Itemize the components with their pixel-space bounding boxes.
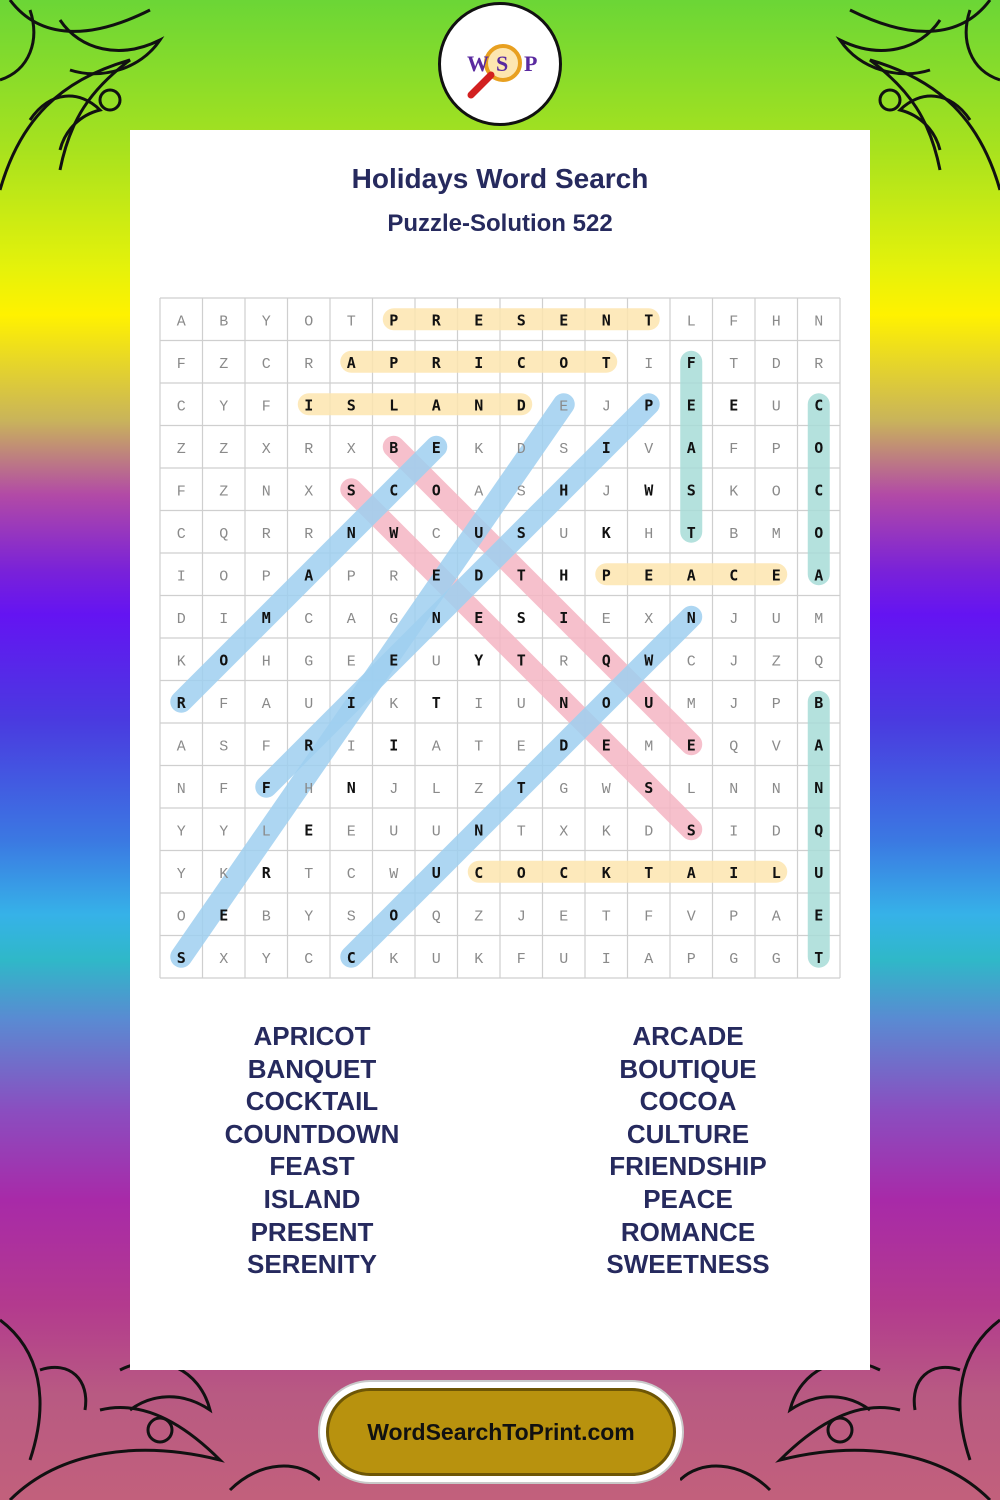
grid-cell-letter: H (644, 525, 654, 543)
grid-cell-letter: H (559, 566, 569, 585)
grid-cell-letter: K (474, 950, 484, 968)
grid-cell-letter: Z (176, 440, 186, 458)
grid-cell-letter: A (346, 353, 356, 372)
grid-cell-letter: R (814, 355, 824, 373)
grid-cell-letter: A (771, 908, 781, 926)
grid-cell-letter: U (771, 610, 781, 628)
grid-cell-letter: D (559, 736, 569, 755)
grid-cell-letter: F (219, 695, 229, 713)
word-item: APRICOT (253, 1021, 371, 1051)
grid-cell-letter: K (474, 440, 484, 458)
grid-cell-letter: N (771, 780, 781, 798)
grid-cell-letter: J (389, 780, 399, 798)
grid-cell-letter: B (729, 525, 739, 543)
grid-cell-letter: O (431, 481, 441, 500)
grid-cell-letter: C (431, 525, 441, 543)
grid-cell-letter: L (431, 780, 441, 798)
grid-cell-letter: E (559, 311, 569, 330)
grid-cell-letter: Q (729, 738, 739, 756)
grid-cell-letter: M (261, 608, 271, 627)
grid-cell-letter: F (729, 313, 739, 331)
grid-cell-letter: K (389, 695, 399, 713)
grid-cell-letter: P (389, 353, 399, 372)
grid-cell-letter: T (686, 523, 696, 542)
grid-cell-letter: T (304, 865, 314, 883)
grid-cell-letter: N (729, 780, 739, 798)
grid-cell-letter: E (686, 396, 696, 415)
word-item: COUNTDOWN (224, 1118, 400, 1149)
grid-cell-letter: O (176, 908, 186, 926)
grid-cell-letter: E (814, 906, 824, 925)
grid-cell-letter: C (304, 950, 314, 968)
grid-cell-letter: F (219, 780, 229, 798)
grid-cell-letter: U (559, 525, 569, 543)
grid-cell-letter: F (176, 355, 186, 373)
word-item: PEACE (643, 1183, 733, 1214)
grid-cell-letter: K (601, 523, 611, 542)
word-item: BANQUET (247, 1053, 377, 1084)
grid-cell-letter: E (729, 396, 739, 415)
grid-cell-letter: R (304, 355, 314, 373)
grid-cell-letter: O (771, 483, 781, 501)
grid-cell-letter: E (474, 608, 484, 627)
grid-cell-letter: I (389, 736, 399, 755)
grid-cell-letter: C (346, 865, 356, 883)
word-item: CULTURE (626, 1118, 750, 1149)
grid-cell-letter: G (729, 950, 739, 968)
grid-cell-letter: C (389, 481, 399, 500)
grid-cell-letter: K (601, 863, 611, 882)
word-list-left (162, 1020, 462, 1281)
grid-cell-letter: N (346, 778, 356, 797)
grid-cell-letter: C (729, 566, 739, 585)
grid-cell-letter: U (389, 823, 399, 841)
grid-cell-letter: A (431, 738, 441, 756)
logo-letter-p: P (524, 51, 538, 76)
grid-cell-letter: K (176, 653, 186, 671)
grid-cell-letter: O (219, 651, 229, 670)
grid-cell-letter: D (771, 355, 781, 373)
grid-cell-letter: K (219, 865, 229, 883)
grid-cell-letter: B (219, 313, 229, 331)
grid-cell-letter: C (261, 355, 271, 373)
logo-letter-w: W (467, 51, 489, 76)
grid-cell-letter: M (686, 695, 696, 713)
grid-cell-letter: F (176, 483, 186, 501)
grid-cell-letter: T (601, 908, 611, 926)
grid-cell-letter: A (644, 950, 654, 968)
grid-cell-letter: U (771, 398, 781, 416)
grid-cell-letter: D (516, 396, 526, 415)
grid-cell-letter: D (176, 610, 186, 628)
grid-cell-letter: S (219, 738, 229, 756)
grid-cell-letter: L (261, 823, 271, 841)
grid-cell-letter: U (474, 523, 484, 542)
grid-cell-letter: R (431, 353, 441, 372)
grid-cell-letter: V (771, 738, 781, 756)
grid-cell-letter: S (516, 311, 526, 330)
grid-cell-letter: D (516, 440, 526, 458)
grid-cell-letter: V (644, 440, 654, 458)
grid-cell-letter: C (814, 396, 824, 415)
grid-cell-letter: P (686, 950, 696, 968)
grid-cell-letter: N (474, 396, 484, 415)
grid-cell-letter: T (516, 651, 526, 670)
grid-cell-letter: P (771, 695, 781, 713)
grid-cell-letter: N (814, 778, 824, 797)
grid-cell-letter: P (644, 396, 654, 415)
grid-cell-letter: C (686, 653, 696, 671)
grid-cell-letter: I (601, 438, 611, 457)
puzzle-title: Holidays Word Search (351, 163, 649, 194)
grid-cell-letter: S (346, 908, 356, 926)
grid-cell-letter: C (176, 525, 186, 543)
grid-cell-letter: C (516, 353, 526, 372)
grid-cell-letter: B (261, 908, 271, 926)
grid-cell-letter: O (814, 438, 824, 457)
grid-cell-letter: H (304, 780, 314, 798)
grid-cell-letter: I (219, 610, 229, 628)
grid-cell-letter: E (771, 566, 781, 585)
grid-cell-letter: A (814, 736, 824, 755)
grid-cell-letter: G (559, 780, 569, 798)
grid-cell-letter: P (261, 568, 271, 586)
grid-cell-letter: E (346, 823, 356, 841)
grid-cell-letter: S (346, 481, 356, 500)
grid-cell-letter: Y (304, 908, 314, 926)
grid-cell-letter: X (261, 440, 271, 458)
grid-cell-letter: U (644, 693, 654, 712)
grid-cell-letter: E (431, 566, 441, 585)
grid-cell-letter: G (389, 610, 399, 628)
grid-cell-letter: J (729, 695, 739, 713)
grid-cell-letter: U (559, 950, 569, 968)
grid-cell-letter: R (261, 525, 271, 543)
grid-cell-letter: F (729, 440, 739, 458)
grid-cell-letter: U (431, 863, 441, 882)
grid-cell-letter: Y (219, 823, 229, 841)
grid-cell-letter: P (771, 440, 781, 458)
word-item: SWEETNESS (606, 1249, 770, 1280)
grid-cell-letter: S (176, 948, 186, 967)
grid-cell-letter: I (474, 695, 484, 713)
grid-cell-letter: P (729, 908, 739, 926)
grid-cell-letter: K (601, 823, 611, 841)
grid-cell-letter: E (389, 651, 399, 670)
word-item: COCKTAIL (245, 1086, 379, 1117)
grid-cell-letter: Q (814, 821, 824, 840)
grid-cell-letter: Y (474, 651, 484, 670)
grid-cell-letter: T (644, 311, 654, 330)
grid-cell-letter: X (644, 610, 654, 628)
logo-letter-s: S (496, 51, 509, 76)
grid-cell-letter: O (389, 906, 399, 925)
grid-cell-letter: O (601, 693, 611, 712)
grid-cell-letter: S (516, 608, 526, 627)
grid-cell-letter: T (814, 948, 824, 967)
grid-cell-letter: P (389, 311, 399, 330)
grid-cell-letter: N (474, 821, 484, 840)
grid-cell-letter: Z (219, 483, 229, 501)
grid-cell-letter: X (219, 950, 229, 968)
grid-cell-letter: D (474, 566, 484, 585)
grid-cell-letter: W (389, 523, 399, 542)
grid-cell-letter: J (729, 610, 739, 628)
grid-cell-letter: T (729, 355, 739, 373)
grid-cell-letter: Q (219, 525, 229, 543)
grid-cell-letter: C (176, 398, 186, 416)
word-item: PRESENT (250, 1216, 374, 1247)
grid-cell-letter: H (559, 481, 569, 500)
site-link-button[interactable] (326, 1388, 676, 1476)
grid-cell-letter: F (261, 398, 271, 416)
grid-cell-letter: V (686, 908, 696, 926)
grid-cell-letter: I (346, 738, 356, 756)
grid-cell-letter: T (516, 823, 526, 841)
grid-cell-letter: B (814, 693, 824, 712)
grid-cell-letter: C (814, 481, 824, 500)
grid-cell-letter: X (304, 483, 314, 501)
grid-cell-letter: N (814, 313, 824, 331)
grid-cell-letter: I (729, 823, 739, 841)
grid-cell-letter: T (516, 566, 526, 585)
grid-cell-letter: S (516, 523, 526, 542)
grid-cell-letter: E (559, 398, 569, 416)
grid-cell-letter: Z (474, 780, 484, 798)
grid-cell-letter: C (304, 610, 314, 628)
grid-cell-letter: Z (771, 653, 781, 671)
grid-cell-letter: G (304, 653, 314, 671)
grid-cell-letter: C (474, 863, 484, 882)
grid-cell-letter: I (176, 568, 186, 586)
grid-cell-letter: I (474, 353, 484, 372)
grid-cell-letter: E (219, 906, 229, 925)
grid-cell-letter: N (261, 483, 271, 501)
grid-cell-letter: I (601, 950, 611, 968)
grid-cell-letter: E (601, 736, 611, 755)
word-item: BOUTIQUE (619, 1053, 757, 1084)
grid-cell-letter: M (771, 525, 781, 543)
grid-cell-letter: R (261, 863, 271, 882)
grid-cell-letter: O (559, 353, 569, 372)
grid-cell-letter: N (431, 608, 441, 627)
grid-cell-letter: O (814, 523, 824, 542)
grid-cell-letter: W (644, 651, 654, 670)
site-link-label: WordSearchToPrint.com (367, 1418, 635, 1445)
grid-cell-letter: S (516, 483, 526, 501)
grid-cell-letter: E (686, 736, 696, 755)
grid-cell-letter: L (686, 780, 696, 798)
grid-cell-letter: F (644, 908, 654, 926)
grid-cell-letter: R (304, 525, 314, 543)
grid-cell-letter: E (304, 821, 314, 840)
grid-cell-letter: Z (219, 440, 229, 458)
grid-cell-letter: O (516, 863, 526, 882)
grid-cell-letter: P (601, 566, 611, 585)
grid-cell-letter: K (729, 483, 739, 501)
grid-cell-letter: C (346, 948, 356, 967)
grid-cell-letter: T (346, 313, 356, 331)
grid-cell-letter: F (686, 353, 696, 372)
grid-cell-letter: R (389, 568, 399, 586)
grid-cell-letter: M (814, 610, 824, 628)
grid-cell-letter: T (601, 353, 611, 372)
word-item: ARCADE (632, 1021, 744, 1051)
grid-cell-letter: J (601, 483, 611, 501)
grid-cell-letter: A (431, 396, 441, 415)
grid-cell-letter: Y (176, 823, 186, 841)
grid-cell-letter: U (431, 823, 441, 841)
grid-cell-letter: L (389, 396, 399, 415)
grid-cell-letter: C (559, 863, 569, 882)
grid-cell-letter: N (346, 523, 356, 542)
grid-cell-letter: S (559, 440, 569, 458)
grid-cell-letter: S (346, 396, 356, 415)
grid-cell-letter: Q (814, 653, 824, 671)
grid-cell-letter: K (389, 950, 399, 968)
grid-cell-letter: O (304, 313, 314, 331)
grid-cell-letter: X (346, 440, 356, 458)
grid-cell-letter: U (431, 950, 441, 968)
grid-cell-letter: U (814, 863, 824, 882)
grid-cell-letter: A (346, 610, 356, 628)
grid-cell-letter: E (559, 908, 569, 926)
word-item: COCOA (639, 1086, 737, 1117)
grid-cell-letter: A (686, 438, 696, 457)
word-item: FEAST (269, 1151, 355, 1182)
grid-cell-letter: I (644, 355, 654, 373)
grid-cell-letter: U (431, 653, 441, 671)
grid-cell-letter: L (771, 863, 781, 882)
grid-cell-letter: F (261, 778, 271, 797)
grid-cell-letter: W (644, 481, 654, 500)
grid-cell-letter: Y (219, 398, 229, 416)
grid-cell-letter: E (644, 566, 654, 585)
grid-cell-letter: H (261, 653, 271, 671)
grid-cell-letter: Y (261, 950, 271, 968)
grid-cell-letter: A (686, 566, 696, 585)
grid-cell-letter: Z (219, 355, 229, 373)
grid-cell-letter: T (516, 778, 526, 797)
word-item: SERENITY (246, 1249, 378, 1280)
grid-cell-letter: I (559, 608, 569, 627)
grid-cell-letter: R (176, 693, 186, 712)
grid-cell-letter: T (474, 738, 484, 756)
grid-cell-letter: E (516, 738, 526, 756)
word-item: ISLAND (263, 1183, 361, 1214)
grid-cell-letter: A (304, 566, 314, 585)
grid-cell-letter: X (559, 823, 569, 841)
grid-cell-letter: A (686, 863, 696, 882)
word-list-right (538, 1020, 838, 1281)
puzzle-subtitle: Puzzle-Solution 522 (387, 210, 613, 237)
grid-cell-letter: J (601, 398, 611, 416)
grid-cell-letter: W (389, 865, 399, 883)
grid-cell-letter: U (304, 695, 314, 713)
grid-cell-letter: S (686, 481, 696, 500)
grid-cell-letter: U (516, 695, 526, 713)
word-item: FRIENDSHIP (609, 1151, 767, 1182)
grid-cell-letter: E (474, 311, 484, 330)
grid-cell-letter: J (516, 908, 526, 926)
grid-cell-letter: R (431, 311, 441, 330)
grid-cell-letter: Q (601, 651, 611, 670)
word-item: ROMANCE (620, 1216, 756, 1247)
grid-cell-letter: N (686, 608, 696, 627)
grid-cell-letter: A (176, 313, 186, 331)
grid-cell-letter: G (771, 950, 781, 968)
grid-cell-letter: Z (474, 908, 484, 926)
grid-cell-letter: D (644, 823, 654, 841)
grid-cell-letter: A (176, 738, 186, 756)
grid-cell-letter: M (644, 738, 654, 756)
grid-cell-letter: Q (431, 908, 441, 926)
grid-cell-letter: P (346, 568, 356, 586)
grid-cell-letter: S (644, 778, 654, 797)
grid-cell-letter: L (686, 313, 696, 331)
grid-cell-letter: W (601, 780, 611, 798)
grid-cell-letter: J (729, 653, 739, 671)
grid-cell-letter: E (346, 653, 356, 671)
grid-cell-letter: F (261, 738, 271, 756)
grid-cell-letter: N (176, 780, 186, 798)
grid-cell-letter: B (389, 438, 399, 457)
grid-cell-letter: R (559, 653, 569, 671)
grid-cell-letter: N (601, 311, 611, 330)
grid-cell-letter: I (346, 693, 356, 712)
grid-cell-letter: N (559, 693, 569, 712)
grid-cell-letter: A (814, 566, 824, 585)
grid-cell-letter: S (686, 821, 696, 840)
grid-cell-letter: F (516, 950, 526, 968)
grid-cell-letter: E (431, 438, 441, 457)
grid-cell-letter: D (771, 823, 781, 841)
grid-cell-letter: R (304, 440, 314, 458)
grid-cell-letter: T (644, 863, 654, 882)
grid-cell-letter: I (304, 396, 314, 415)
grid-cell-letter: I (729, 863, 739, 882)
grid-cell-letter: Y (176, 865, 186, 883)
grid-cell-letter: O (219, 568, 229, 586)
grid-cell-letter: E (601, 610, 611, 628)
grid-cell-letter: A (474, 483, 484, 501)
grid-cell-letter: R (304, 736, 314, 755)
grid-cell-letter: H (771, 313, 781, 331)
grid-cell-letter: Y (261, 313, 271, 331)
grid-cell-letter: A (261, 695, 271, 713)
grid-cell-letter: T (431, 693, 441, 712)
